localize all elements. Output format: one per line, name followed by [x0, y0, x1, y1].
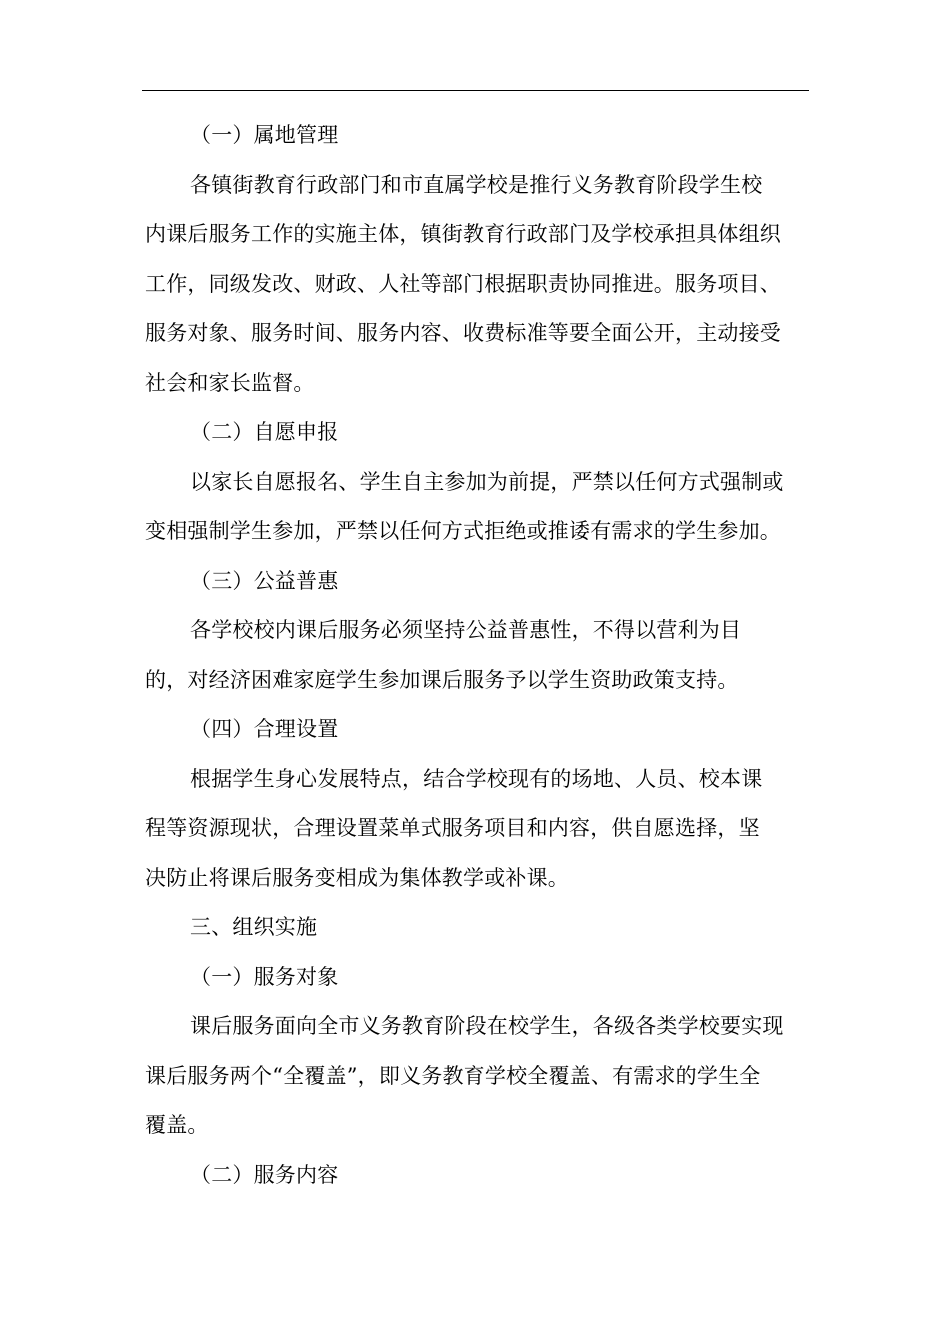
document-body	[145, 111, 810, 1200]
header-rule	[142, 90, 809, 91]
paragraph-line: 根据学生身心发展特点，结合学校现有的场地、人员、校本课	[190, 766, 763, 791]
paragraph-line: 变相强制学生参加，严禁以任何方式拒绝或推诿有需求的学生参加。	[145, 519, 781, 543]
paragraph-line: 内课后服务工作的实施主体，镇街教育行政部门及学校承担具体组织	[145, 222, 781, 246]
paragraph-line: 决防止将课后服务变相成为集体教学或补课。	[145, 865, 569, 890]
heading-reasonable-setup: （四）合理设置	[190, 717, 339, 741]
paragraph-line: 课后服务面向全市义务教育阶段在校学生，各级各类学校要实现	[190, 1014, 784, 1038]
paragraph-line: 课后服务两个“全覆盖”，即义务教育学校全覆盖、有需求的学生全	[145, 1063, 761, 1088]
paragraph-line: 覆盖。	[145, 1113, 209, 1137]
paragraph-line: 工作，同级发改、财政、人社等部门根据职责协同推进。服务项目、	[145, 271, 781, 296]
paragraph-line: 社会和家长监督。	[145, 370, 315, 395]
heading-voluntary-application: （二）自愿申报	[190, 420, 339, 444]
heading-service-target: （一）服务对象	[190, 964, 339, 989]
heading-public-welfare: （三）公益普惠	[190, 568, 339, 593]
paragraph-line: 程等资源现状，合理设置菜单式服务项目和内容，供自愿选择，坚	[145, 816, 760, 840]
heading-territorial-management: （一）属地管理	[190, 123, 339, 147]
paragraph-line: 各镇街教育行政部门和市直属学校是推行义务教育阶段学生校	[190, 172, 763, 197]
section-heading-organization: 三、组织实施	[190, 915, 318, 939]
heading-service-content: （二）服务内容	[190, 1162, 339, 1187]
paragraph-line: 以家长自愿报名、学生自主参加为前提，严禁以任何方式强制或	[190, 469, 784, 494]
paragraph-line: 各学校校内课后服务必须坚持公益普惠性，不得以营利为目	[190, 618, 742, 642]
paragraph-line: 的，对经济困难家庭学生参加课后服务予以学生资助政策支持。	[145, 667, 739, 692]
paragraph-line: 服务对象、服务时间、服务内容、收费标准等要全面公开，主动接受	[145, 321, 781, 345]
